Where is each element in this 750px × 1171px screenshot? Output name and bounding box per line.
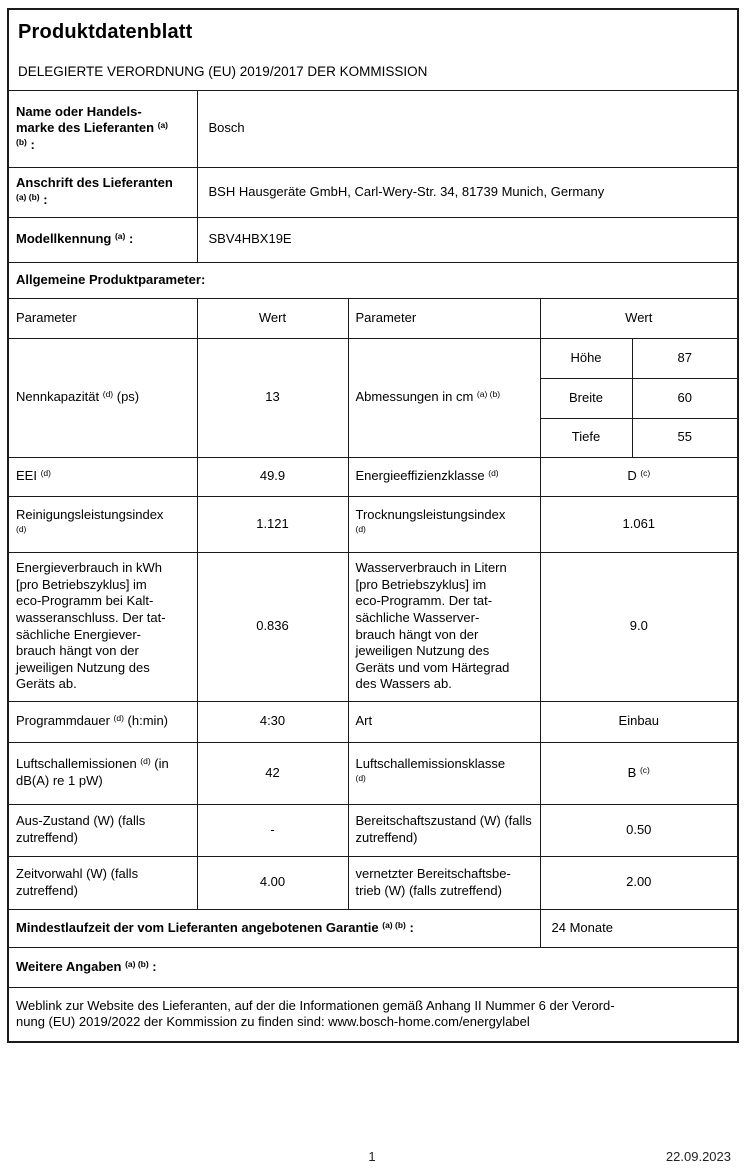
energy-consumption-value: 0.836 — [197, 552, 348, 701]
supplier-name-value: Bosch — [197, 90, 738, 167]
further-info-row — [8, 947, 738, 987]
document-date: 22.09.2023 — [665, 1149, 731, 1164]
eei-row — [8, 457, 738, 496]
supplier-address-value: BSH Hausgeräte GmbH, Carl-Wery-Str. 34, 81739 Munich, Germany — [197, 167, 738, 217]
program-duration-label: Programmdauer $^{(d)}$ (h:min) — [8, 701, 197, 742]
energy-consumption-label: Energieverbrauch in kWh [pro Betriebszyklus] im eco-Programm bei Kalt- wasseranschluss. Der tat- sächliche Energiever- brauch hängt von der jeweiligen Nutzung des Geräts ab. — [8, 552, 197, 701]
col-header-parameter-1: Parameter — [8, 298, 197, 338]
col-header-wert-1: Wert — [197, 298, 348, 338]
program-duration-value: 4:30 — [197, 701, 348, 742]
guarantee-row — [8, 909, 738, 947]
guarantee-value: 24 Monate — [540, 909, 738, 947]
networked-standby-value: 2.00 — [540, 856, 738, 909]
dimension-name-breite: Breite — [540, 378, 632, 418]
col-header-parameter-2: Parameter — [348, 298, 540, 338]
further-info-label: Weitere Angaben $^{(a) (b)}$ : — [8, 947, 738, 987]
dimension-value-tiefe: 55 — [632, 418, 738, 457]
supplier-name-row — [8, 90, 738, 167]
energy-class-value: D $^{(c)}$ — [540, 457, 738, 496]
off-mode-row — [8, 804, 738, 856]
regulation-subtitle: DELEGIERTE VERORDNUNG (EU) 2019/2017 DER KOMMISSION — [18, 63, 428, 79]
delay-start-label: Zeitvorwahl (W) (falls zutreffend) — [8, 856, 197, 909]
document-title: Produktdatenblatt — [18, 21, 193, 43]
energy-class-label: Energieeffizienzklasse $^{(d)}$ — [348, 457, 540, 496]
eei-label: EEI $^{(d)}$ — [8, 457, 197, 496]
cleaning-index-value: 1.121 — [197, 496, 348, 552]
water-consumption-label: Wasserverbrauch in Litern [pro Betriebszyklus] im eco-Programm. Der tat- sächliche Wasserver- brauch hängt von der jeweiligen Nutzung des Geräts und vom Härtegrad des Wassers ab. — [348, 552, 540, 701]
weblink-text: Weblink zur Website des Lieferanten, auf der die Informationen gemäß Anhang II Nummer 6 der Verord- nung (EU) 2019/2022 der Kommission zu finden sind: www.bosch-home.com/energylabel — [8, 987, 738, 1042]
supplier-address-label: Anschrift des Lieferanten $^{(a) (b)}$ : — [8, 167, 197, 217]
supplier-address-row — [8, 167, 738, 217]
water-consumption-value: 9.0 — [540, 552, 738, 701]
capacity-value: 13 — [197, 338, 348, 457]
section-header-row — [8, 262, 738, 298]
type-value: Einbau — [540, 701, 738, 742]
section-title: Allgemeine Produktparameter: — [8, 262, 738, 298]
program-duration-row — [8, 701, 738, 742]
supplier-name-label: Name oder Handels- marke des Lieferanten $^{(a)}$ $^{(b)}$ : — [8, 90, 197, 167]
off-mode-label: Aus-Zustand (W) (falls zutreffend) — [8, 804, 197, 856]
type-label: Art — [348, 701, 540, 742]
eei-value: 49.9 — [197, 457, 348, 496]
product-data-table — [7, 8, 739, 1043]
capacity-dimensions-row — [8, 338, 738, 378]
networked-standby-label: vernetzter Bereitschaftsbe- trieb (W) (falls zutreffend) — [348, 856, 540, 909]
weblink-row — [8, 987, 738, 1042]
off-mode-value: - — [197, 804, 348, 856]
model-id-row — [8, 217, 738, 262]
dimension-name-hoehe: Höhe — [540, 338, 632, 378]
drying-index-label: Trocknungsleistungsindex $^{(d)}$ — [348, 496, 540, 552]
noise-class-label: Luftschallemissionsklasse $^{(d)}$ — [348, 742, 540, 804]
dimension-value-hoehe: 87 — [632, 338, 738, 378]
dimension-name-tiefe: Tiefe — [540, 418, 632, 457]
delay-start-value: 4.00 — [197, 856, 348, 909]
dimension-value-breite: 60 — [632, 378, 738, 418]
col-header-wert-2: Wert — [540, 298, 738, 338]
guarantee-label: Mindestlaufzeit der vom Lieferanten angebotenen Garantie $^{(a) (b)}$ : — [8, 909, 540, 947]
title-row — [8, 9, 738, 90]
delay-start-row — [8, 856, 738, 909]
capacity-label: Nennkapazität $^{(d)}$ (ps) — [8, 338, 197, 457]
noise-value: 42 — [197, 742, 348, 804]
cleaning-index-label: Reinigungsleistungsindex $^{(d)}$ — [8, 496, 197, 552]
column-header-row — [8, 298, 738, 338]
model-id-value: SBV4HBX19E — [197, 217, 738, 262]
noise-label: Luftschallemissionen $^{(d)}$ (in dB(A) re 1 pW) — [8, 742, 197, 804]
noise-class-value: B $^{(c)}$ — [540, 742, 738, 804]
standby-label: Bereitschaftszustand (W) (falls zutreffend) — [348, 804, 540, 856]
standby-value: 0.50 — [540, 804, 738, 856]
drying-index-value: 1.061 — [540, 496, 738, 552]
consumption-row — [8, 552, 738, 701]
page-footer — [7, 1149, 737, 1167]
model-id-label: Modellkennung $^{(a)}$ : — [8, 217, 197, 262]
noise-row — [8, 742, 738, 804]
performance-index-row — [8, 496, 738, 552]
page-number: 1 — [368, 1149, 376, 1164]
title-cell — [8, 9, 738, 90]
dimensions-label: Abmessungen in cm $^{(a) (b)}$ — [348, 338, 540, 457]
